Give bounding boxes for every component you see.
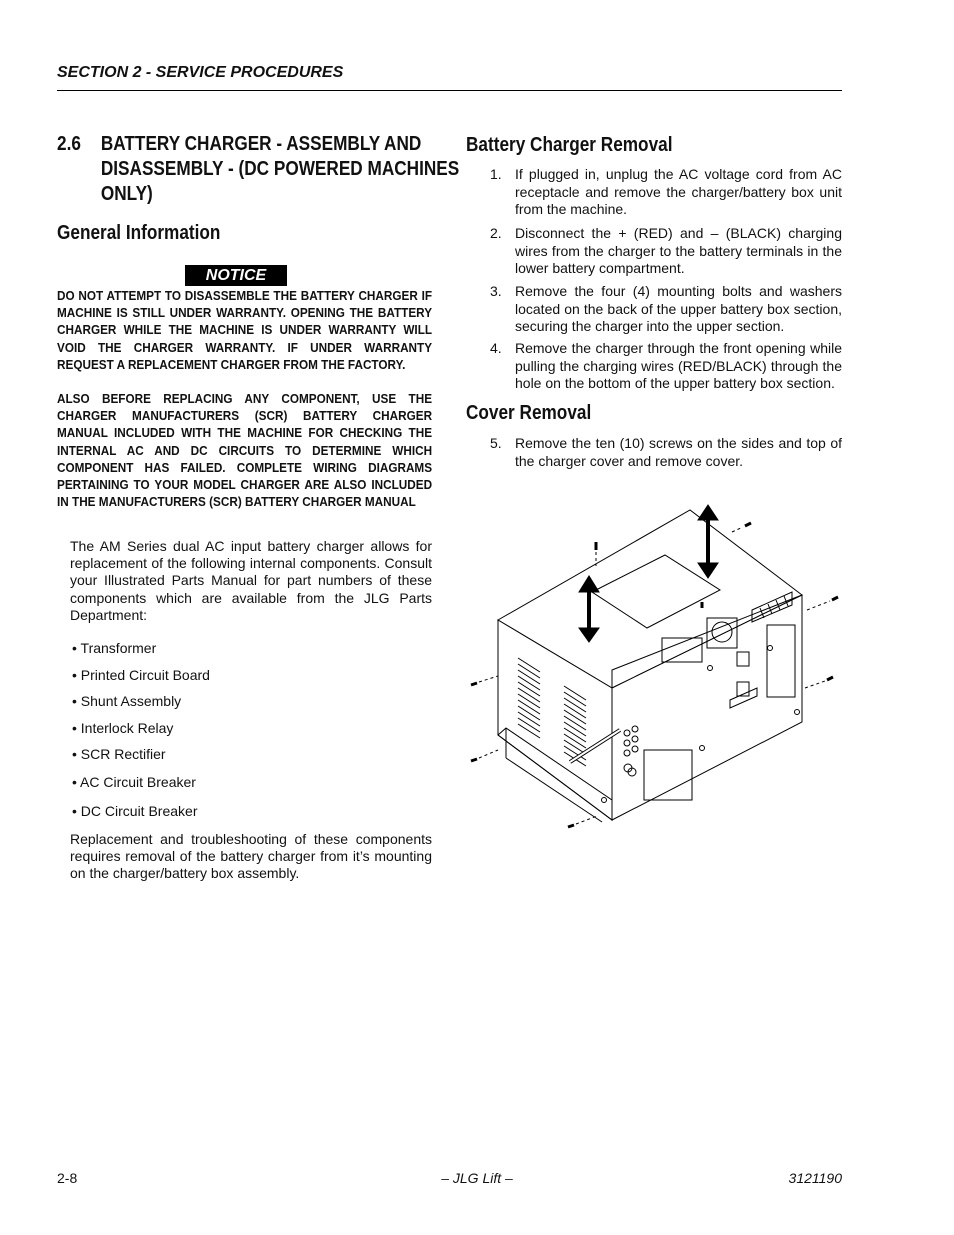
battery-charger-illustration <box>462 500 847 840</box>
section-number: 2.6 <box>57 133 81 155</box>
intro-paragraph: The AM Series dual AC input battery charger allows for replacement of the following internal components. Consult your Illustrated Parts Manual for part numbers of these components which are available from the JLG Parts Department: <box>70 538 432 623</box>
component-item: • DC Circuit Breaker <box>72 803 198 819</box>
notice-paragraph-2: ALSO BEFORE REPLACING ANY COMPONENT, USE THE CHARGER MANUFACTURERS (SCR) BATTERY CHARGER MANUAL INCLUDED WITH THE MACHINE FOR CHECKING THE INTERNAL AC AND DC CIRCUITS TO DETERMINE WHICH COMPONENT HAS FAILED. COMPLETE WIRING DIAGRAMS PERTAINING TO YOUR MODEL CHARGER ARE ALSO INCLUDED IN THE MANUFACTURERS (SCR) BATTERY CHARGER MANUAL <box>57 392 433 510</box>
component-item: • SCR Rectifier <box>72 746 166 762</box>
notice-paragraph-1: DO NOT ATTEMPT TO DISASSEMBLE THE BATTERY CHARGER IF MACHINE IS STILL UNDER WARRANTY. OPENING THE BATTERY CHARGER WHILE THE MACHINE IS UNDER WARRANTY WILL VOID THE CHARGER WARRANTY. IF UNDER WARRANTY REQUEST A REPLACEMENT CHARGER FROM THE FACTORY. <box>57 289 433 372</box>
footer-center-text: – JLG Lift – <box>441 1170 513 1186</box>
closing-paragraph: Replacement and troubleshooting of these components requires removal of the battery charger from it’s mounting on the charger/battery box assembly. <box>70 831 432 882</box>
step-number: 2. <box>490 225 502 241</box>
general-information-heading: General Information <box>57 222 221 244</box>
component-item: • AC Circuit Breaker <box>72 774 196 790</box>
step-number: 3. <box>490 283 502 299</box>
step-number: 1. <box>490 166 502 182</box>
component-item: • Transformer <box>72 640 157 656</box>
page-number: 2-8 <box>57 1170 78 1186</box>
cover-removal-heading: Cover Removal <box>466 402 592 424</box>
component-item: • Printed Circuit Board <box>72 667 210 683</box>
document-number: 3121190 <box>788 1170 842 1186</box>
step-number: 4. <box>490 340 502 356</box>
step-text: If plugged in, unplug the AC voltage cord from AC receptacle and remove the charger/battery box unit from the machine. <box>515 166 842 217</box>
section-header: SECTION 2 - SERVICE PROCEDURES <box>57 64 344 81</box>
step-number: 5. <box>490 435 502 451</box>
section-title-text: BATTERY CHARGER - ASSEMBLY AND DISASSEMBLY - (DC POWERED MACHINES ONLY) <box>100 133 460 205</box>
component-item: • Shunt Assembly <box>72 693 182 709</box>
battery-charger-removal-heading: Battery Charger Removal <box>466 134 673 156</box>
step-text: Disconnect the + (RED) and – (BLACK) charging wires from the charger to the battery terminals in the lower battery compartment. <box>515 225 842 276</box>
step-text: Remove the four (4) mounting bolts and washers located on the back of the upper battery box section, securing the charger into the upper section. <box>515 283 842 334</box>
header-rule <box>57 90 842 91</box>
step-text: Remove the ten (10) screws on the sides and top of the charger cover and remove cover. <box>515 435 842 469</box>
component-item: • Interlock Relay <box>72 720 174 736</box>
step-text: Remove the charger through the front opening while pulling the charging wires (RED/BLACK) through the hole on the bottom of the upper battery box section. <box>515 340 842 391</box>
notice-badge: NOTICE <box>185 265 287 286</box>
